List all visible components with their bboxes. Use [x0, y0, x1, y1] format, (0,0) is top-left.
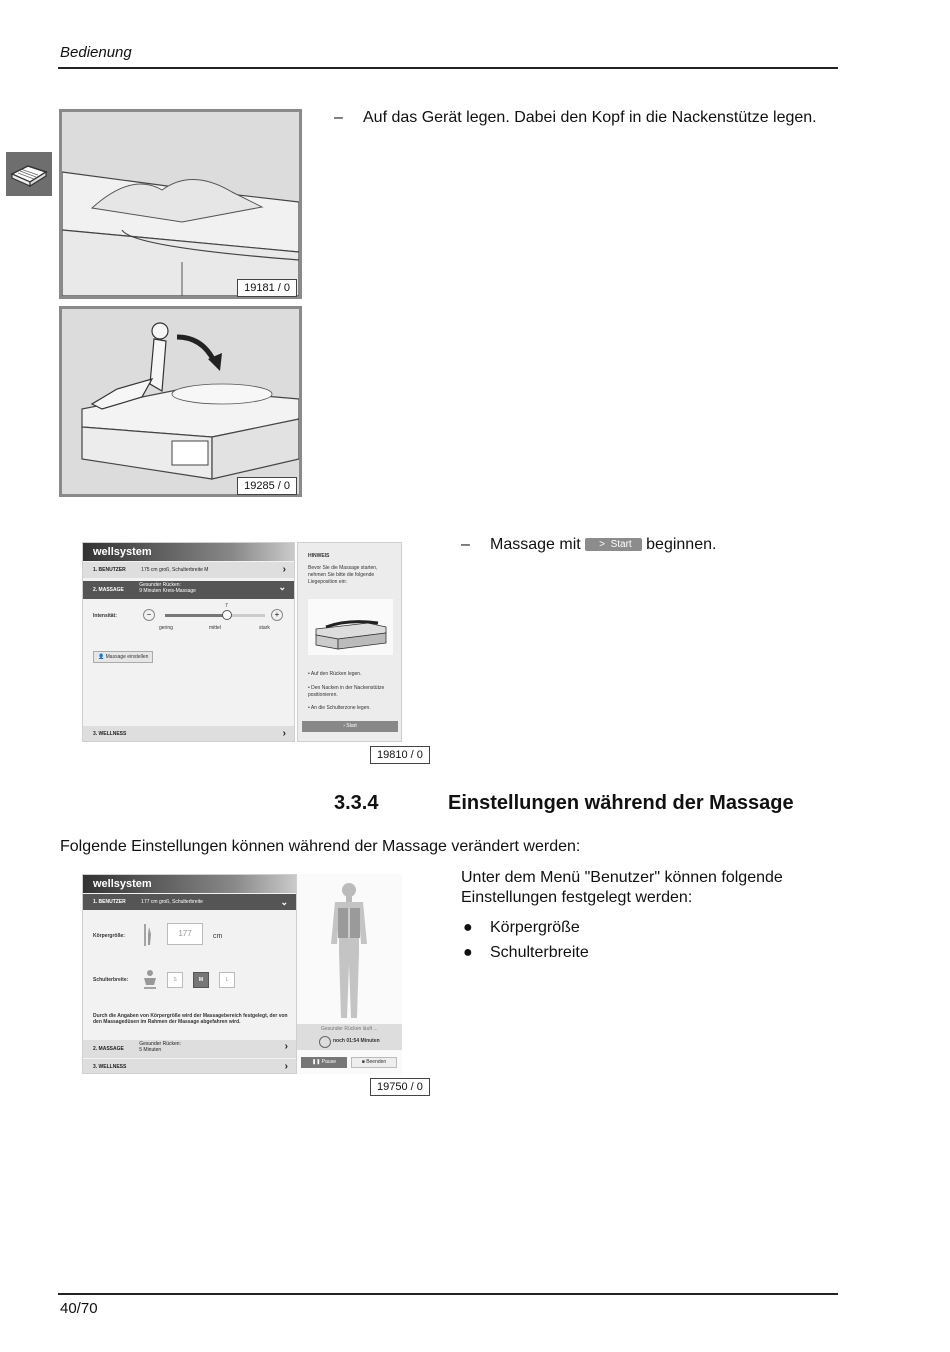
hint-bullet-text: An die Schulterzone legen.	[310, 705, 371, 711]
slider-handle[interactable]	[222, 610, 232, 620]
hint-bullet-text: Den Nacken in der Nackenstütze positionieren.	[308, 685, 385, 698]
step-text-before: Massage mit	[490, 536, 581, 553]
bed-preview-image	[308, 599, 393, 655]
scale-high: stark	[259, 625, 270, 631]
figure-lying-down	[59, 306, 302, 497]
step-dash: –	[461, 536, 470, 553]
ui-row-wellness[interactable]	[83, 726, 295, 742]
section-number: 3.3.4	[334, 792, 379, 814]
user-icon: 👤	[98, 654, 105, 660]
size-note: Durch die Angaben von Körpergröße wird der Massagebereich festgelegt, der von den Massagedüsen im Rahmen der Massage abgefahren wird.	[93, 1013, 288, 1025]
stop-icon: ■	[361, 1059, 365, 1065]
row-label: 1. BENUTZER	[93, 567, 126, 573]
row-value	[139, 1041, 181, 1053]
pause-icon: ❚❚	[312, 1059, 321, 1065]
brand-bar	[83, 543, 295, 561]
chevron-down-icon: ⌄	[278, 582, 286, 592]
minus-icon[interactable]: −	[143, 609, 155, 621]
row-label: 3. WELLNESS	[93, 731, 127, 737]
brand-logo: wellsystem	[93, 878, 152, 890]
row-label: 3. WELLNESS	[93, 1064, 127, 1070]
ui-row-massage[interactable]	[83, 581, 295, 599]
brand-bar	[83, 875, 297, 893]
step-dash: –	[334, 109, 343, 126]
bullet-item: Körpergröße	[490, 919, 580, 936]
chevron-right-icon: ›	[284, 1061, 288, 1072]
hint-bullet-3: • An die Schulterzone legen.	[308, 705, 371, 711]
page-header-title: Bedienung	[60, 44, 132, 61]
figure-number: 19810 / 0	[370, 746, 430, 764]
start-button-label: Start	[610, 539, 632, 550]
row-value-line1: Gesunder Rücken:	[139, 1041, 181, 1047]
chevron-right-icon: ›	[343, 723, 345, 729]
remaining-time: noch 01:54 Minuten	[333, 1038, 380, 1044]
slider-fill	[165, 614, 227, 617]
ui-row-user[interactable]	[83, 894, 297, 910]
chevron-right-icon: ›	[282, 564, 286, 575]
row-value-line2: 5 Minuten	[139, 1047, 162, 1053]
body-silhouette-image	[327, 880, 371, 1020]
massage-settings-button[interactable]	[93, 651, 153, 663]
section-title: Einstellungen während der Massage	[448, 792, 794, 814]
intensity-label: Intensität:	[93, 613, 117, 619]
figure-number: 19285 / 0	[237, 477, 297, 495]
row-value-line1: Gesunder Rücken:	[139, 582, 181, 588]
pause-button[interactable]	[301, 1057, 347, 1068]
row-value	[139, 582, 196, 594]
hint-text: Bevor Sie die Massage starten, nehmen Sie bitte die folgende Liegeposition ein:	[308, 565, 378, 585]
settings-intro: Unter dem Menü "Benutzer" können folgende Einstellungen festgelegt werden:	[461, 869, 783, 906]
button-label: Start	[346, 723, 357, 729]
bullet-dot: ●	[463, 919, 473, 936]
figure-number: 19181 / 0	[237, 279, 297, 297]
height-label: Körpergröße:	[93, 933, 125, 939]
person-lying-down-illustration	[62, 309, 299, 494]
height-icon	[143, 924, 153, 946]
chevron-down-icon: ⌄	[280, 897, 288, 907]
clock-icon	[319, 1036, 331, 1048]
chevron-right-icon: ›	[284, 1041, 288, 1052]
ui-row-massage[interactable]	[83, 1040, 297, 1058]
row-value-line2: 9 Minuten Kreis-Massage	[139, 588, 196, 594]
bullet-dot: ●	[463, 944, 473, 961]
start-button-symbol	[585, 538, 642, 551]
intro-text: Folgende Einstellungen können während der Massage verändert werden:	[60, 838, 581, 855]
hint-start-button[interactable]	[302, 721, 398, 732]
scale-mid: mittel	[209, 625, 221, 631]
page-number: 40/70	[60, 1300, 98, 1317]
intensity-slider[interactable]	[165, 614, 265, 617]
intensity-value: 7	[225, 603, 228, 609]
scale-low: gering	[159, 625, 173, 631]
chevron-right-icon: ›	[282, 728, 286, 739]
chevron-right-icon: >	[599, 539, 605, 550]
massage-bed-illustration	[62, 112, 299, 296]
bullet-item: Schulterbreite	[490, 944, 589, 961]
hint-bullet-1: • Auf den Rücken legen.	[308, 671, 362, 677]
row-value: 175 cm groß, Schulterbreite M	[141, 567, 209, 573]
status-text: Gesunder Rücken läuft ...	[321, 1026, 378, 1032]
figure-massage-bed	[59, 109, 302, 299]
row-label: 2. MASSAGE	[93, 587, 124, 593]
button-label: Pause	[321, 1059, 336, 1065]
ui-main-panel	[82, 542, 295, 742]
chapter-tab	[6, 152, 52, 196]
shoulder-icon	[143, 969, 157, 989]
plus-icon[interactable]: +	[271, 609, 283, 621]
brand-logo: wellsystem	[93, 546, 152, 558]
step-text	[490, 536, 716, 554]
ui-row-wellness[interactable]	[83, 1059, 297, 1074]
ui-row-user[interactable]	[83, 562, 295, 578]
figure-number: 19750 / 0	[370, 1078, 430, 1096]
footer-rule	[58, 1293, 838, 1295]
hint-bullet-text: Auf den Rücken legen.	[310, 671, 362, 677]
body-panel	[297, 874, 402, 1074]
book-icon	[6, 152, 52, 196]
height-unit: cm	[213, 933, 223, 940]
shoulder-size-m[interactable]: M	[193, 972, 209, 988]
button-label: Beenden	[366, 1059, 387, 1065]
row-label: 1. BENUTZER	[93, 899, 126, 905]
shoulder-size-l[interactable]: L	[219, 972, 235, 988]
shoulder-size-s[interactable]: S	[167, 972, 183, 988]
ui-main-panel	[82, 874, 297, 1074]
row-label: 2. MASSAGE	[93, 1046, 124, 1052]
hint-bullet-2: • Den Nacken in der Nackenstütze positionieren.	[308, 685, 385, 698]
shoulder-label: Schulterbreite:	[93, 977, 129, 983]
ui-screenshot-user	[82, 874, 402, 1074]
hint-title: HINWEIS	[308, 553, 330, 559]
end-button[interactable]	[351, 1057, 397, 1068]
step-text: Auf das Gerät legen. Dabei den Kopf in die Nackenstütze legen.	[363, 109, 817, 126]
row-value: 177 cm groß, Schulterbreite	[141, 899, 203, 905]
step-text-after: beginnen.	[646, 536, 717, 553]
ui-screenshot-start	[82, 542, 402, 742]
height-input[interactable]: 177	[167, 923, 203, 945]
button-label: Massage einstellen	[105, 654, 149, 660]
header-rule	[58, 67, 838, 69]
hint-panel	[297, 542, 402, 742]
